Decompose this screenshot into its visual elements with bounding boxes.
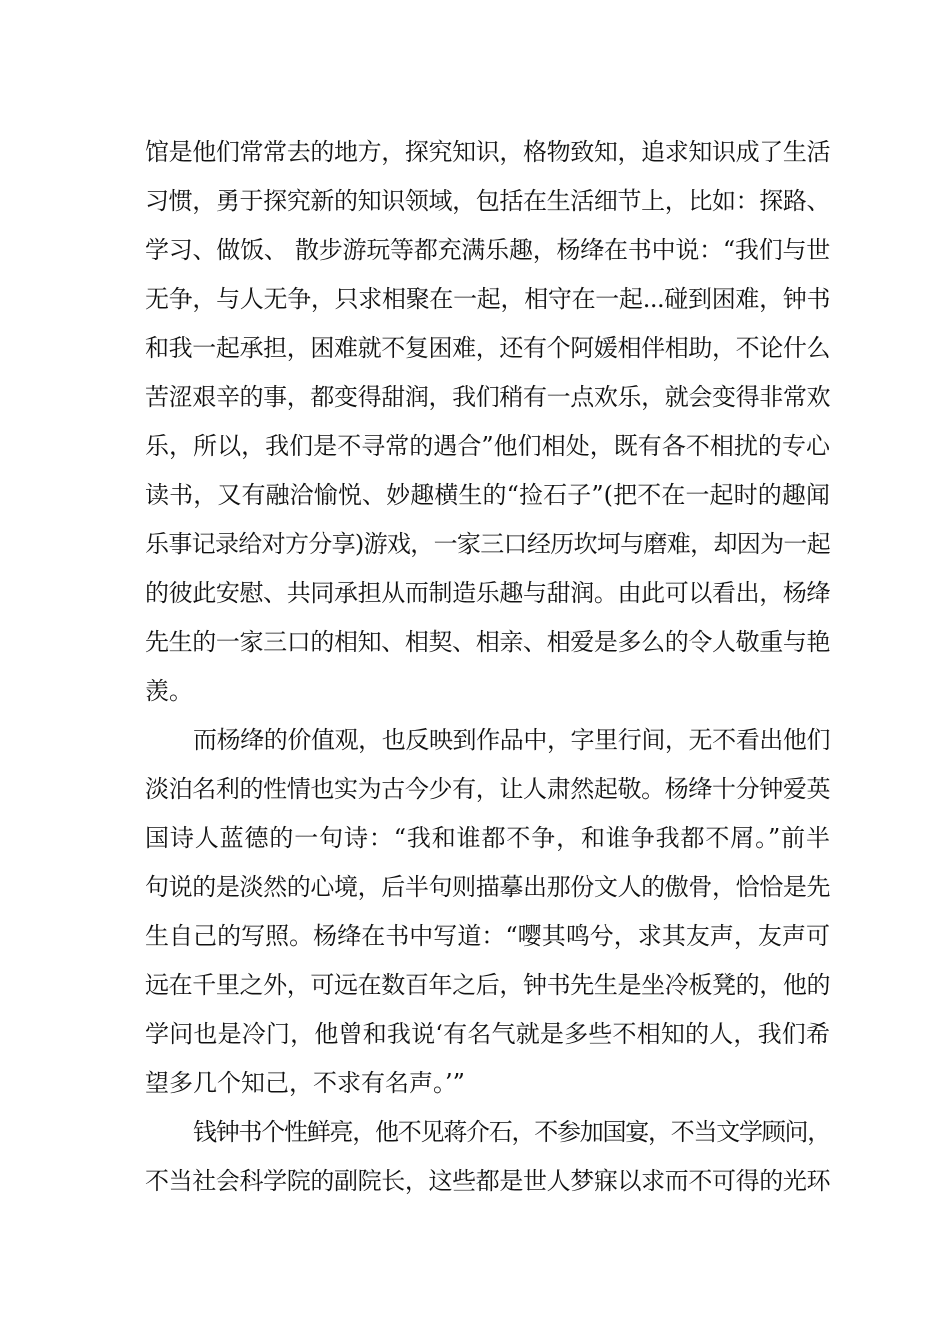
text-line: 读书，又有融洽愉悦、妙趣横生的“捡石子”(把不在一起时的趣闻: [145, 481, 830, 509]
text-line: 国诗人蓝德的一句诗：“我和谁都不争，和谁争我都不屑。”前半: [145, 824, 830, 852]
text-line: 句说的是淡然的心境，后半句则描摹出那份文人的傲骨，恰恰是先: [145, 873, 830, 901]
text-line: 学习、做饭、 散步游玩等都充满乐趣，杨绛在书中说：“我们与世: [145, 236, 830, 264]
text-line: 望多几个知己，不求有名声。’”: [145, 1069, 465, 1097]
text-line: 钱钟书个性鲜亮，他不见蒋介石，不参加国宴，不当文学顾问，: [193, 1118, 830, 1146]
text-line: 学问也是冷门，他曾和我说‘有名气就是多些不相知的人，我们希: [145, 1020, 830, 1048]
text-line: 习惯，勇于探究新的知识领域，包括在生活细节上，比如：探路、: [145, 187, 830, 215]
text-line: 的彼此安慰、共同承担从而制造乐趣与甜润。由此可以看出，杨绛: [145, 579, 830, 607]
text-line: 先生的一家三口的相知、相契、相亲、相爱是多么的令人敬重与艳: [145, 628, 830, 656]
text-line: 生自己的写照。杨绛在书中写道：“嘤其鸣兮，求其友声，友声可: [145, 922, 830, 950]
text-line: 乐事记录给对方分享)游戏，一家三口经历坎坷与磨难，却因为一起: [145, 530, 830, 558]
text-line: 苦涩艰辛的事，都变得甜润，我们稍有一点欢乐，就会变得非常欢: [145, 383, 830, 411]
text-line: 馆是他们常常去的地方，探究知识，格物致知，追求知识成了生活: [145, 138, 830, 166]
text-line: 远在千里之外，可远在数百年之后，钟书先生是坐冷板凳的，他的: [145, 971, 830, 999]
text-line: 而杨绛的价值观，也反映到作品中，字里行间，无不看出他们: [193, 726, 830, 754]
text-line: 和我一起承担，困难就不复困难，还有个阿媛相伴相助，不论什么: [145, 334, 830, 362]
text-line: 羡。: [145, 677, 193, 705]
text-line: 淡泊名利的性情也实为古今少有，让人肃然起敬。杨绛十分钟爱英: [145, 775, 830, 803]
text-line: 不当社会科学院的副院长，这些都是世人梦寐以求而不可得的光环: [145, 1167, 830, 1195]
text-line: 无争，与人无争，只求相聚在一起，相守在一起...碰到困难，钟书: [145, 285, 830, 313]
text-line: 乐，所以，我们是不寻常的遇合”他们相处，既有各不相扰的专心: [145, 432, 830, 460]
